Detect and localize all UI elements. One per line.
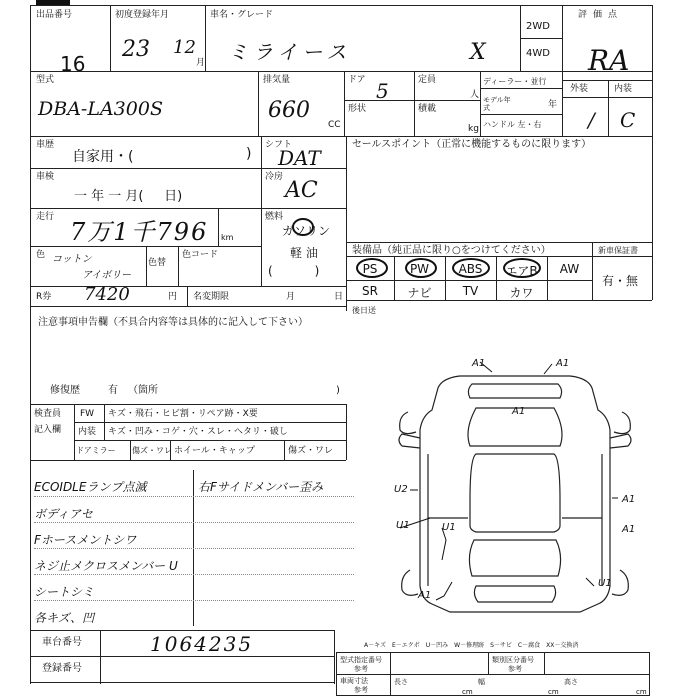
color-value-line2: アイボリー <box>82 270 132 281</box>
diagram-mark-8: U1 <box>442 522 456 533</box>
shift-value: DAT <box>278 146 321 170</box>
equipment-pw-circle <box>405 258 437 278</box>
grade-value: X <box>470 40 486 65</box>
fuel-gasoline: ガソリン <box>282 224 331 238</box>
cooling-label: 冷房 <box>265 172 284 182</box>
score-value: RA <box>588 44 630 77</box>
seats-label: 定員 <box>418 75 437 85</box>
remark-5: ネジ止メクロスメンバー U <box>34 559 178 573</box>
recycle-unit: 円 <box>168 292 178 302</box>
repair-label: 修復歴 <box>50 385 80 396</box>
inspection-value: 一 年 一 月( 日) <box>74 189 183 204</box>
equipment-leather: カワ <box>509 286 534 300</box>
score-label: 評価点 <box>578 10 624 20</box>
fuel-selected-circle <box>292 218 314 236</box>
diagram-mark-6: A1 <box>622 524 636 535</box>
exterior-label: 外装 <box>570 84 589 94</box>
diagram-mark-9: U1 <box>598 578 612 589</box>
class-number-label: 類別区分番号 <box>492 656 534 664</box>
diagram-mark-10: A1 <box>418 590 432 601</box>
inspector-row1-head: FW <box>80 409 95 419</box>
drive-2wd: 2WD <box>526 21 550 32</box>
class-number-ref: 参考 <box>508 665 522 673</box>
inspector-row3-items: 傷ズ・ワレ <box>132 446 172 455</box>
registration-label: 登録番号 <box>42 663 82 674</box>
length-label: 長さ <box>394 678 408 686</box>
shift-label: シフト <box>265 140 293 150</box>
door-label: ドア <box>348 75 366 85</box>
shape-label: 形状 <box>348 104 367 114</box>
equipment-label: 装備品（純正品に限り○をつけてください） <box>352 245 551 256</box>
remark-1: ECOIDLEランプ点滅 <box>34 480 147 494</box>
notes-label: 注意事項申告欄（不具合内容等は具体的に記入して下さい） <box>38 317 308 328</box>
equipment-aw: AW <box>559 262 580 276</box>
width-label: 幅 <box>478 678 485 686</box>
model-year-label: モデル年式 <box>483 96 511 112</box>
damage-legend: A－キズ E－エクボ U－凹み W－修理跡 S－サビ C－腐食 XX－交換済 <box>364 642 579 649</box>
new-warranty-value: 有・無 <box>602 274 639 288</box>
inspector-row2-head: 内装 <box>78 427 97 437</box>
month-suffix: 月 <box>196 58 206 68</box>
history-value: 自家用・( <box>72 149 134 165</box>
new-warranty-label: 新車保証書 <box>598 246 638 255</box>
diagram-mark-7: U1 <box>396 520 410 531</box>
repair-value: 有 <box>108 385 118 396</box>
remark-7: 各キズ、凹 <box>34 611 95 625</box>
first-registration-year: 23 <box>122 37 150 62</box>
color-label: 色 <box>36 250 46 260</box>
car-name-label: 車名・グレード <box>210 10 274 20</box>
displacement-value: 660 <box>268 98 310 123</box>
inspector-row3-head: ドアミラー <box>76 446 116 455</box>
inspector-row2-items: キズ・凹み・コゲ・穴・スレ・ヘタリ・破し <box>108 427 288 437</box>
dimension-label: 車両寸法 <box>340 677 368 685</box>
lot-number: 16 <box>60 52 86 76</box>
displacement-unit: CC <box>328 120 341 130</box>
fuel-diesel: 軽 油 <box>290 246 318 260</box>
fuel-bracket: ( ) <box>268 264 320 278</box>
first-registration-month: 12 <box>173 37 196 58</box>
width-unit: cm <box>548 688 559 696</box>
inspector-row3-end: 傷ズ・ワレ <box>288 446 334 456</box>
model-label: 型式 <box>36 75 55 85</box>
equipment-tv: TV <box>462 284 479 298</box>
dealer-label: ディーラー・並行 <box>483 77 547 86</box>
name-change-month: 月 <box>286 292 296 302</box>
height-label: 高さ <box>564 678 578 686</box>
color-code-label: 色コード <box>182 250 219 260</box>
inspection-label: 車検 <box>36 172 55 182</box>
postdate-label: 後日送 <box>352 306 376 315</box>
equipment-abs-circle <box>452 258 490 278</box>
door-value: 5 <box>376 79 389 103</box>
car-name-value: ミライース <box>228 40 352 64</box>
exterior-score: / <box>588 108 595 132</box>
remark-4: Fホースメントシワ <box>34 533 137 547</box>
inspector-label-2: 記入欄 <box>34 425 62 435</box>
length-unit: cm <box>462 688 473 696</box>
mileage-unit: km <box>221 233 234 242</box>
model-year-unit: 年 <box>548 100 558 110</box>
car-diagram <box>380 350 652 625</box>
model-value: DBA-LA300S <box>38 98 163 120</box>
sales-point-label: セールスポイント（正常に機能するものに限ります） <box>352 139 592 150</box>
name-change-day: 日 <box>334 292 344 302</box>
interior-score: C <box>620 108 636 132</box>
equipment-abs: ABS <box>458 262 483 276</box>
seats-unit: 人 <box>470 90 480 100</box>
first-registration-label: 初度登録年月 <box>115 10 170 20</box>
chassis-label: 車台番号 <box>42 637 82 648</box>
name-change-label: 名変期限 <box>193 292 230 302</box>
equipment-ps-circle <box>356 258 388 278</box>
repair-place: （箇所 <box>128 385 158 396</box>
cooling-value: AC <box>285 178 318 203</box>
load-label: 積載 <box>418 104 437 114</box>
equipment-sr: SR <box>362 284 378 298</box>
chassis-number: 1064235 <box>150 632 254 656</box>
repaint-label: 色替 <box>148 258 167 268</box>
equipment-airbag: エアB <box>505 264 538 278</box>
interior-label: 内装 <box>614 84 633 94</box>
type-designation-label: 型式指定番号 <box>340 656 382 664</box>
load-unit: kg <box>468 124 479 134</box>
inspector-label-1: 検査員 <box>34 409 62 419</box>
equipment-airbag-circle <box>503 258 541 278</box>
diagram-mark-2: A1 <box>556 358 570 369</box>
equipment-pw: PW <box>409 262 430 276</box>
equipment-navi: ナビ <box>407 286 432 300</box>
remark-2: 右Fサイドメンバー歪み <box>198 480 324 494</box>
fuel-label: 燃料 <box>265 212 284 222</box>
recycle-label: R券 <box>36 292 52 302</box>
history-label: 車歴 <box>36 140 55 150</box>
color-value-line1: コットン <box>52 254 92 265</box>
diagram-mark-5: A1 <box>622 494 636 505</box>
recycle-value: 7420 <box>84 284 130 305</box>
height-unit: cm <box>636 688 647 696</box>
remark-6: シートシミ <box>34 585 95 599</box>
diagram-mark-4: U2 <box>394 484 408 495</box>
history-close: ) <box>246 146 252 162</box>
handle-label: ハンドル 左・右 <box>483 120 542 129</box>
inspector-row3-mid: ホイール・キャップ <box>174 446 255 456</box>
mileage-value: 7万1千796 <box>70 218 209 246</box>
type-designation-ref: 参考 <box>354 665 368 673</box>
remark-3: ボディアセ <box>34 507 93 521</box>
dimension-ref: 参考 <box>354 686 368 694</box>
lot-label: 出品番号 <box>36 10 73 20</box>
drive-4wd: 4WD <box>526 48 550 59</box>
inspector-row1-items: キズ・飛石・ヒビ割・リペア跡・X要 <box>108 409 258 419</box>
diagram-mark-1: A1 <box>472 358 486 369</box>
diagram-mark-3: A1 <box>512 406 526 417</box>
displacement-label: 排気量 <box>263 75 291 85</box>
repair-close: ) <box>336 385 340 396</box>
mileage-label: 走行 <box>36 212 55 222</box>
equipment-ps: PS <box>362 262 378 276</box>
